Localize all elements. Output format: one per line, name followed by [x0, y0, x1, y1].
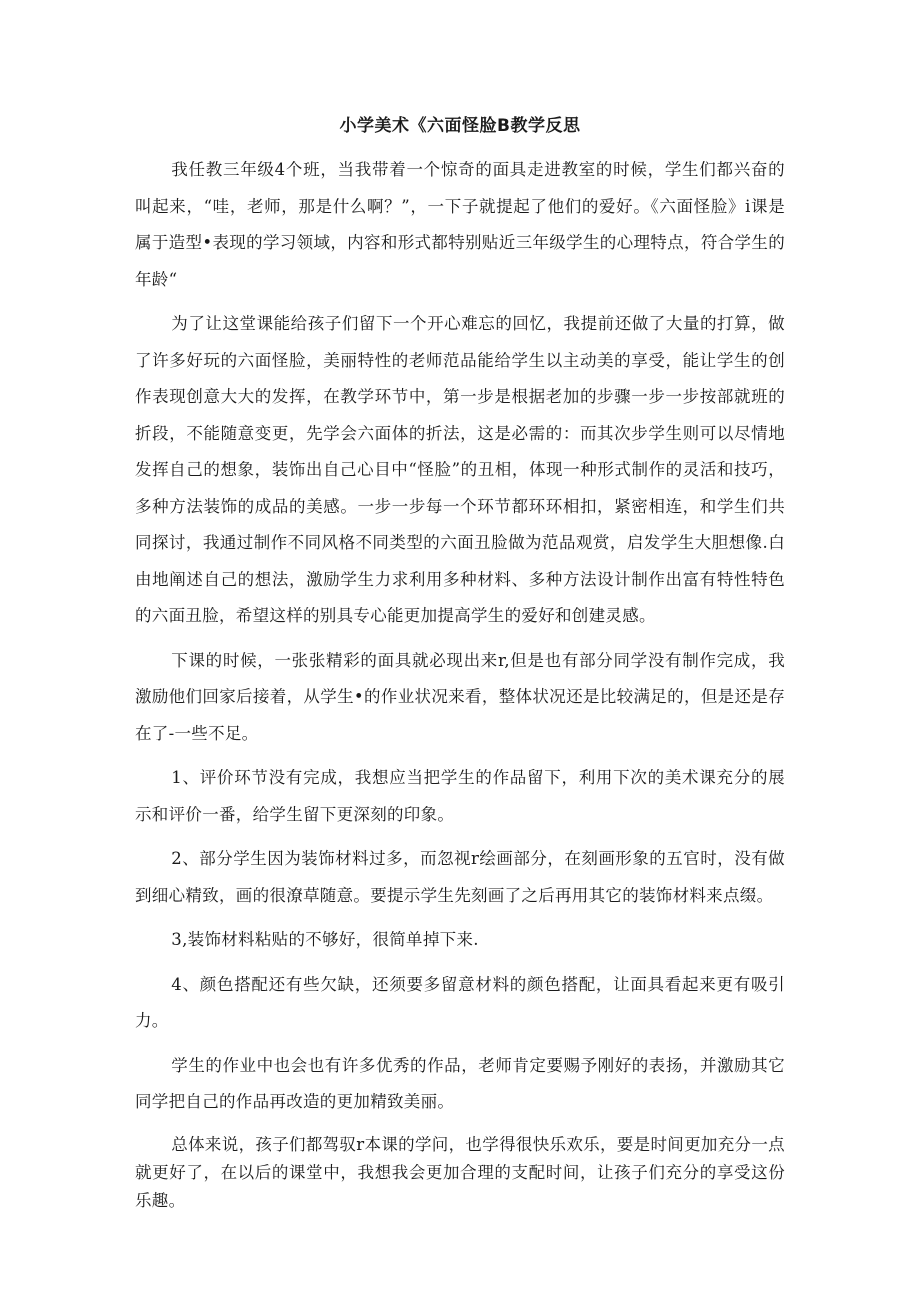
paragraph-point-4: 4、颜色搭配还有些欠缺，还须要多留意材料的颜色搭配，让面具看起来更有吸引力。: [135, 974, 785, 1030]
paragraph-after-class: 下课的时候，一张张精彩的面具就必现出来r,但是也有部分同学没有制作完成，我激励他们回家后接着，从学生•的作业状况来看，整体状况还是比较满足的，但是还是存在了-一些不足。: [135, 650, 785, 743]
paragraph-preparation: 为了让这堂课能给孩子们留下一个开心难忘的回忆，我提前还做了大量的打算，做了许多好玩的六面怪脸，美丽特性的老师范品能给学生以主动美的享受，能让学生的创作表现创意大大的发挥，在教学环节中，第一步是根据老加的步骤一步一步按部就班的折段，不能随意变更，先学会六面体的折法，这是必需的：而其次步学生则可以尽情地发挥自己的想象，装饰出自己心目中“怪脸”的丑相，体现一种形式制作的灵活和技巧，多种方法装饰的成品的美感。一步一步每一个环节都环环相扣，紧密相连，和学生们共同探讨，我通过制作不同风格不同类型的六面丑脸做为范品观赏，启发学生大胆想像.白由地阐述自己的想法，激励学生力求利用多种材料、多种方法设计制作出富有特性特色的六面丑脸，希望这样的别具专心能更加提高学生的爱好和创建灵感。: [135, 314, 785, 625]
paragraph-point-1: 1、评价环节没有完成，我想应当把学生的作品留下，利用下次的美术课充分的展示和评价一番，给学生留下更深刻的印象。: [135, 768, 785, 824]
document-page: [135, 112, 785, 1223]
document-title: 小学美术《六面怪脸B教学反思: [339, 116, 581, 136]
paragraph-excellent-works: 学生的作业中也会也有许多优秀的作品，老师肯定要赐予刚好的表扬，并激励其它同学把自己的作品再改造的更加精致美丽。: [135, 1055, 785, 1111]
paragraph-point-3: 3,装饰材料粘贴的不够好，很简单掉下来.: [171, 930, 479, 949]
paragraph-intro: 我任教三年级4个班，当我带着一个惊奇的面具走进教室的时候，学生们都兴奋的叫起来，“哇，老师，那是什么啊？”，一下子就提起了他们的爱好。《六面怪脸》i课是属于造型•表现的学习领域，内容和形式都特别贴近三年级学生的心理特点，符合学生的年龄“: [135, 160, 785, 289]
paragraph-summary: 总体来说，孩子们都驾驭r本课的学问，也学得很快乐欢乐，要是时间更加充分一点就更好了，在以后的课堂中，我想我会更加合理的支配时间，让孩子们充分的享受这份乐趣。: [135, 1134, 785, 1210]
paragraph-point-2: 2、部分学生因为装饰材料过多，而忽视r绘画部分，在刻画形象的五官时，没有做到细心精致，画的很潦草随意。要提示学生先刻画了之后再用其它的装饰材料来点缀。: [135, 849, 785, 905]
